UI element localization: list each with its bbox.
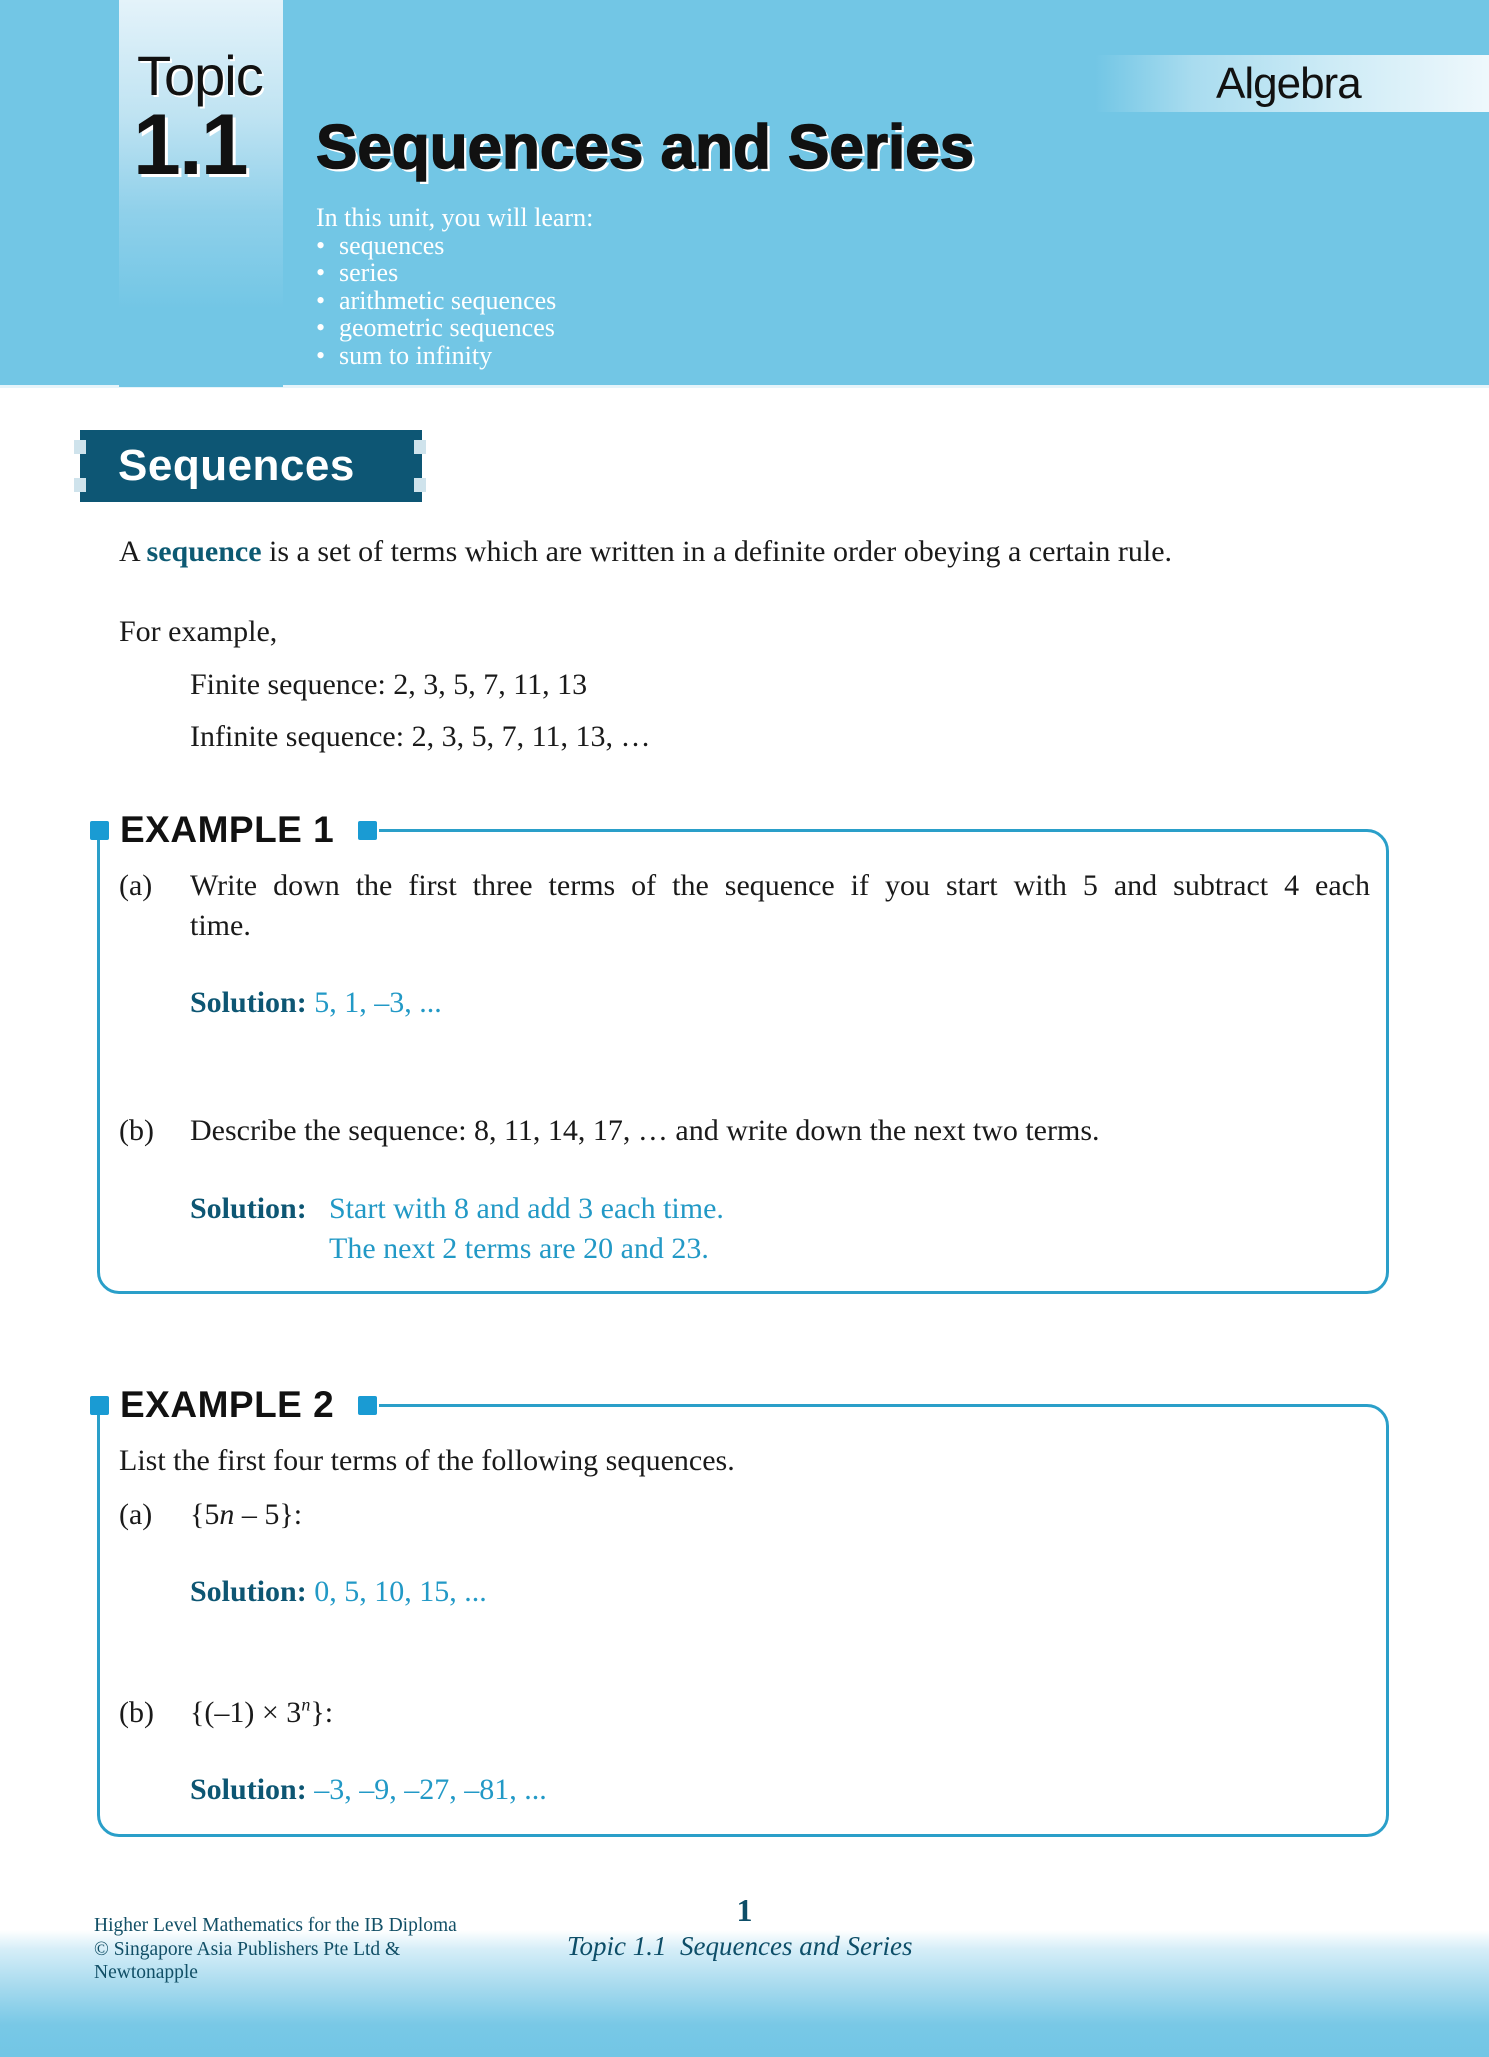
solution-label: Solution: (190, 1192, 307, 1225)
footer-publisher: Higher Level Mathematics for the IB Diploma © Singapore Asia Publishers Pte Ltd & Newtonapple (94, 1915, 457, 1983)
solution-value: 5, 1, –3, ... (314, 986, 442, 1019)
infinite-sequence-example: Infinite sequence: 2, 3, 5, 7, 11, 13, … (190, 720, 651, 753)
part-label: (b) (119, 1114, 154, 1147)
learning-list (316, 232, 593, 370)
learning-intro: In this unit, you will learn: (316, 203, 594, 232)
bullet-icon: • (316, 230, 326, 260)
page-number-container (0, 1892, 1489, 1928)
learning-item: • arithmetic sequences (316, 285, 557, 315)
definition-paragraph: A sequence is a set of terms which are written in a definite order obeying a certain rule. (119, 535, 1173, 568)
example-1a-question: Write down the first three terms of the sequence if you start with 5 and subtract 4 each time. (190, 869, 1370, 942)
bullet-icon: • (316, 340, 326, 370)
learning-item: • geometric sequences (316, 313, 555, 342)
example-2a-solution (190, 1572, 487, 1612)
example-2a-expression: {5n – 5}: (190, 1498, 303, 1531)
learning-item: • sequences (316, 230, 445, 260)
square-marker-icon (90, 821, 109, 840)
solution-value: Start with 8 and add 3 each time. (329, 1192, 724, 1225)
badge-tab-icon (414, 478, 426, 492)
badge-tab-icon (414, 440, 426, 454)
footer-caption: Topic 1.1 Sequences and Series (567, 1931, 913, 1961)
page-number: 1 (736, 1892, 753, 1928)
bullet-icon: • (316, 258, 326, 287)
example-1-title: EXAMPLE 1 (120, 809, 335, 850)
learning-objectives (316, 204, 593, 369)
example-2b-expression: $\{(-1) \times 3^n\}$: (190, 1694, 334, 1729)
example-2-intro: List the first four terms of the following sequences. (119, 1444, 735, 1477)
square-marker-icon (358, 1396, 377, 1415)
topic-label: Topic (137, 44, 263, 107)
for-example-label: For example, (119, 615, 278, 648)
section-heading: Sequences (118, 441, 355, 490)
square-marker-icon (90, 1396, 109, 1415)
badge-tab-icon (74, 440, 86, 454)
badge-tab-icon (74, 478, 86, 492)
definition-term: sequence (146, 535, 262, 568)
solution-label: Solution: (190, 1575, 307, 1608)
bullet-icon: • (316, 313, 326, 342)
learning-item: • series (316, 258, 399, 287)
example-1b-question: Describe the sequence: 8, 11, 14, 17, … and write down the next two terms. (190, 1114, 1100, 1147)
bullet-icon: • (316, 285, 326, 315)
example-2-title: EXAMPLE 2 (120, 1384, 335, 1425)
solution-value: 0, 5, 10, 15, ... (314, 1575, 487, 1608)
solution-label: Solution: (190, 986, 307, 1019)
example-2b-solution (190, 1770, 547, 1810)
part-label: (a) (119, 869, 153, 902)
learning-item: • sum to infinity (316, 340, 493, 370)
topic-number: 1.1 (133, 97, 247, 193)
page-title: Sequences and Series (316, 113, 975, 182)
solution-label: Solution: (190, 1773, 307, 1806)
finite-sequence-example: Finite sequence: 2, 3, 5, 7, 11, 13 (190, 668, 588, 701)
solution-value: –3, –9, –27, –81, ... (314, 1773, 547, 1806)
square-marker-icon (358, 821, 377, 840)
example-1a-solution (190, 983, 442, 1023)
subject-label: Algebra (1216, 59, 1361, 108)
example-1b-solution (190, 1189, 307, 1229)
part-label: (a) (119, 1498, 153, 1531)
part-label: (b) (119, 1696, 154, 1729)
solution-value: The next 2 terms are 20 and 23. (329, 1232, 709, 1265)
